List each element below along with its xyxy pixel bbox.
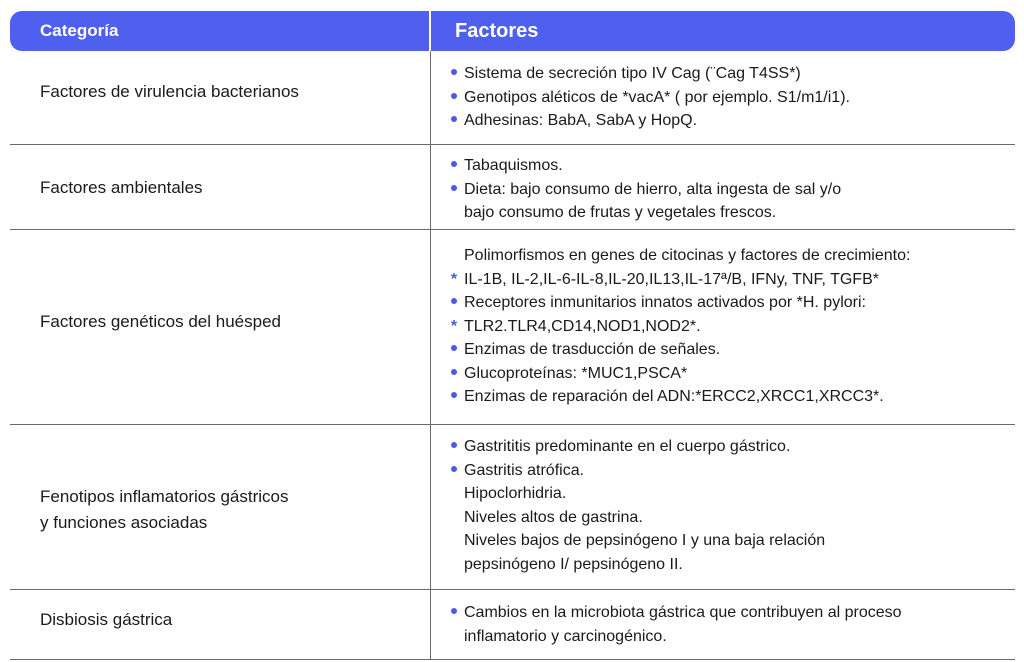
- factor-list: [446, 601, 1006, 648]
- category-text: Disbiosis gástrica: [40, 610, 173, 629]
- header-category: Categoría: [40, 21, 119, 40]
- bullet-icon: [447, 601, 461, 625]
- bullet-icon: [447, 86, 461, 110]
- column-divider: [430, 145, 431, 229]
- list-item: [446, 178, 1006, 225]
- item-text: Cambios en la microbiota gástrica que contribuyen al proceso: [464, 604, 902, 621]
- list-item: [446, 268, 1006, 292]
- item-text: TLR2.TLR4,CD14,NOD1,NOD2*.: [464, 317, 701, 335]
- category-text: Fenotipos inflamatorios gástricos: [40, 487, 289, 506]
- list-item: [446, 154, 1006, 178]
- item-text: pepsinógeno I/ pepsinógeno II.: [464, 555, 683, 573]
- item-text: bajo consumo de frutas y vegetales frescos.: [464, 204, 777, 221]
- table-row-environmental: [10, 145, 1015, 230]
- item-text: Dieta: bajo consumo de hierro, alta ingesta de sal y/o: [464, 180, 842, 198]
- header-divider: [429, 11, 431, 51]
- category-cell: [40, 607, 410, 633]
- bullet-icon: [447, 154, 461, 178]
- item-text: Hipoclorhidria.: [464, 485, 567, 502]
- item-text: Enzimas de reparación del ADN:*ERCC2,XRCC1,XRCC3*.: [464, 388, 884, 405]
- list-item: [446, 482, 1006, 506]
- table-row-phenotypes: [10, 425, 1015, 590]
- list-item: [446, 435, 1006, 459]
- item-text: Genotipos aléticos de *vacA* ( por ejemplo. S1/m1/i1).: [464, 88, 850, 106]
- risk-factors-table: [10, 11, 1015, 645]
- list-item: [446, 315, 1006, 339]
- list-item: [446, 62, 1006, 86]
- header-factors: Factores: [455, 20, 539, 42]
- category-cell: [40, 175, 410, 201]
- list-item: [446, 385, 1006, 409]
- bullet-icon: [447, 459, 461, 483]
- category-text: Factores ambientales: [40, 178, 203, 197]
- bullet-icon: [447, 62, 461, 86]
- category-cell: [40, 79, 410, 105]
- factor-list: [446, 244, 1006, 409]
- factor-list: [446, 435, 1006, 576]
- bullet-icon: [447, 385, 461, 409]
- category-text: Factores genéticos del huésped: [40, 312, 281, 331]
- factor-list: [446, 154, 1006, 225]
- item-text: Receptores inmunitarios innatos activados por *H. pylori:: [464, 294, 866, 311]
- bullet-icon: [447, 338, 461, 362]
- table-row-virulence: [10, 51, 1015, 145]
- list-item: [446, 338, 1006, 362]
- column-divider: [430, 425, 431, 589]
- item-text: Niveles bajos de pepsinógeno I y una baja relación: [464, 532, 826, 549]
- table-row-dysbiosis: [10, 590, 1015, 660]
- table-row-genetic: [10, 230, 1015, 425]
- bullet-icon: [447, 435, 461, 459]
- list-item: [446, 291, 1006, 315]
- factor-list: [446, 62, 1006, 133]
- item-text: Enzimas de trasducción de señales.: [464, 341, 721, 358]
- item-text: Gastrititis predominante en el cuerpo gástrico.: [464, 438, 791, 455]
- item-text: inflamatorio y carcinogénico.: [464, 627, 667, 645]
- item-text: IL-1B, IL-2,IL-6-IL-8,IL-20,IL13,IL-17ª/B, IFNy, TNF, TGFB*: [464, 270, 879, 288]
- item-text: Tabaquismos.: [464, 157, 563, 174]
- bullet-icon: [447, 178, 461, 202]
- list-item: [446, 529, 1006, 576]
- list-item: [446, 109, 1006, 133]
- category-cell: [40, 309, 410, 335]
- list-item: [446, 244, 1006, 268]
- item-text: Niveles altos de gastrina.: [464, 508, 643, 526]
- bullet-icon: [447, 109, 461, 133]
- bullet-icon: [447, 362, 461, 386]
- column-divider: [430, 230, 431, 424]
- bullet-icon: [447, 291, 461, 315]
- list-item: [446, 601, 1006, 648]
- column-divider: [430, 590, 431, 659]
- item-text: Sistema de secreción tipo IV Cag (¨Cag T4SS*): [464, 65, 801, 82]
- asterisk-icon: *: [450, 317, 458, 335]
- item-text: Glucoproteínas: *MUC1,PSCA*: [464, 364, 688, 382]
- list-item: [446, 362, 1006, 386]
- item-text: Adhesinas: BabA, SabA y HopQ.: [464, 112, 698, 129]
- column-divider: [430, 51, 431, 144]
- category-cell: [40, 484, 410, 536]
- category-text: Factores de virulencia bacterianos: [40, 82, 299, 101]
- list-item: [446, 506, 1006, 530]
- list-item: [446, 459, 1006, 483]
- asterisk-icon: *: [450, 270, 458, 288]
- item-text: Polimorfismos en genes de citocinas y factores de crecimiento:: [464, 247, 911, 264]
- table-header: [10, 11, 1015, 51]
- list-item: [446, 86, 1006, 110]
- category-text: y funciones asociadas: [40, 513, 208, 532]
- item-text: Gastritis atrófica.: [464, 461, 585, 479]
